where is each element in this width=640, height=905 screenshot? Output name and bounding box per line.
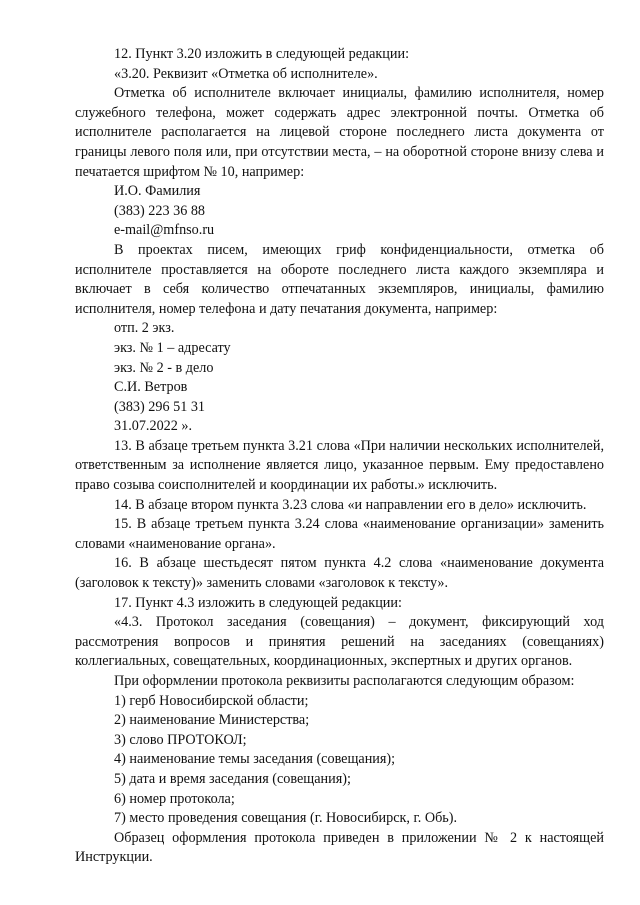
example-copy-2: экз. № 2 - в дело [114, 359, 214, 376]
paragraph-item-16: 16. В абзаце шестьдесят пятом пункта 4.2 слова «наименование документа (заголовок к тексту)» заменить словами «заголовок к тексту». [75, 555, 604, 592]
requisite-list-item: 6) номер протокола; [114, 790, 235, 807]
paragraph-item-13: 13. В абзаце третьем пункта 3.21 слова «При наличии нескольких исполнителей, ответственным за исполнение является лицо, указанное первым. Ему предоставлено право созыва соисполнителей и координации их работы.» исключить. [75, 437, 604, 494]
example-date: 31.07.2022 ». [114, 418, 193, 435]
example-copy-1: экз. № 1 – адресату [114, 339, 231, 356]
example-name: И.О. Фамилия [114, 183, 201, 200]
paragraph-item-12: 12. Пункт 3.20 изложить в следующей редакции: [114, 46, 410, 62]
requisite-list-item: 7) место проведения совещания (г. Новосибирск, г. Обь). [114, 810, 458, 827]
paragraph-item-15: 15. В абзаце третьем пункта 3.24 слова «наименование организации» заменить словами «наименование органа». [75, 516, 604, 552]
paragraph-item-17: 17. Пункт 4.3 изложить в следующей редакции: [114, 594, 402, 611]
paragraph-sample-reference: Образец оформления протокола приведен в приложении № 2 к настоящей Инструкции. [75, 829, 604, 866]
paragraph-item-14: 14. В абзаце втором пункта 3.23 слова «и направлении его в дело» исключить. [114, 496, 587, 513]
requisite-list-item: 3) слово ПРОТОКОЛ; [114, 731, 247, 748]
paragraph-executor-mark: Отметка об исполнителе включает инициалы, фамилию исполнителя, номер служебного телефона, может содержать адрес электронной почты. Отметка об исполнителе располагается на лицевой стороне последнего листа документа от границы левого поля или, при отсутствии места, – на оборотной стороне внизу слева и печатается шрифтом № 10, например: [75, 85, 604, 180]
example-executor-name: С.И. Ветров [114, 379, 188, 396]
paragraph-confidential: В проектах писем, имеющих гриф конфиденциальности, отметка об исполнителе проставляется на обороте последнего листа каждого экземпляра и включает в себя количество отпечатанных экземпляров, инициалы, фамилию исполнителя, номер телефона и дату печатания документа, например: [75, 241, 604, 317]
paragraph-requisites-intro: При оформлении протокола реквизиты располагаются следующим образом: [114, 673, 575, 689]
requisite-list-item: 4) наименование темы заседания (совещания); [114, 751, 396, 768]
example-phone: (383) 223 36 88 [114, 202, 206, 219]
paragraph-3-20-title: «3.20. Реквизит «Отметка об исполнителе». [114, 65, 378, 82]
example-email: e-mail@mfnso.ru [114, 222, 215, 239]
document-page [75, 0, 604, 868]
requisite-list-item: 5) дата и время заседания (совещания); [114, 770, 351, 787]
requisite-list-item: 2) наименование Министерства; [114, 712, 310, 729]
paragraph-4-3-protocol: «4.3. Протокол заседания (совещания) – документ, фиксирующий ход рассмотрения вопросов и принятия решений на заседаниях (совещаниях) коллегиальных, совещательных, координационных, экспертных и других органов. [75, 614, 604, 670]
requisite-list-item: 1) герб Новосибирской области; [114, 692, 309, 709]
example-executor-phone: (383) 296 51 31 [114, 398, 206, 415]
example-copies: отп. 2 экз. [114, 320, 175, 337]
